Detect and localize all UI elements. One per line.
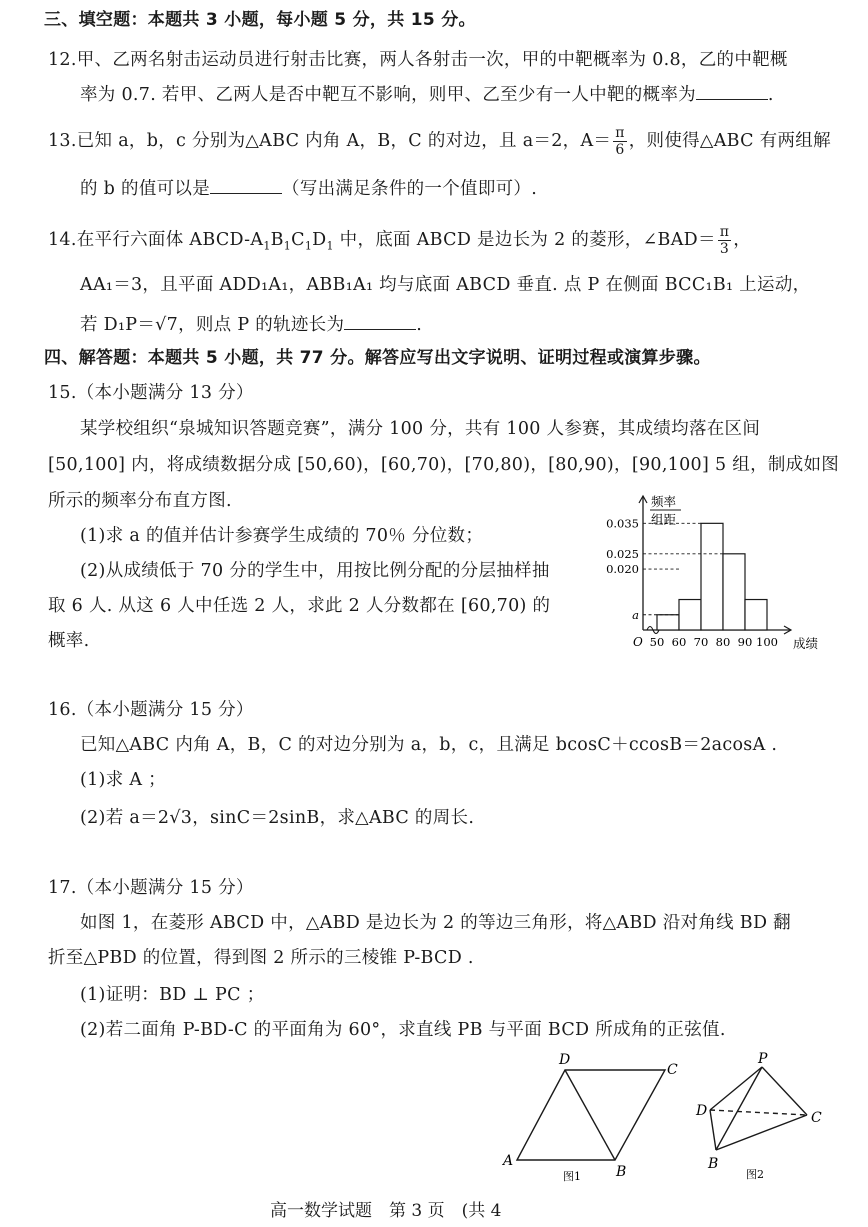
q12-line-2	[80, 83, 774, 107]
q13-text-d: （写出满足条件的一个值即可）.	[282, 179, 538, 199]
q15-sub-2c: 概率.	[48, 631, 90, 651]
q15-para-2: [50,100] 内，将成绩数据分成 [50,60)，[60,70)，[70,80)，[80,90)，[90,100] 5 组，制成如图	[48, 455, 840, 475]
q14-line-2: AA₁＝3，且平面 ADD₁A₁，ABB₁A₁ 均与底面 ABCD 垂直. 点 P 在侧面 BCC₁B₁ 上运动，	[80, 275, 811, 295]
q17-sub-2: (2)若二面角 P-BD-C 的平面角为 60°，求直线 PB 与平面 BCD 所成角的正弦值.	[80, 1020, 726, 1040]
q15-sub-2a: (2)从成绩低于 70 分的学生中，用按比例分配的分层抽样抽	[80, 561, 550, 581]
histogram-bar	[745, 600, 767, 630]
label-b: B	[708, 1156, 719, 1172]
q16-para-1: 已知△ABC 内角 A，B，C 的对边分别为 a，b，c，且满足 bcosC＋ccosB＝2acosA .	[80, 735, 778, 755]
y-axis-label-top: 频率	[651, 494, 677, 509]
q15-sub-1: (1)求 a 的值并估计参赛学生成绩的 70％ 分位数；	[80, 526, 484, 546]
q14-period: .	[416, 315, 423, 335]
fraction-numerator: π	[615, 125, 625, 141]
label-a: A	[503, 1153, 514, 1169]
q17-para-2: 折至△PBD 的位置，得到图 2 所示的三棱锥 P-BCD .	[48, 948, 474, 968]
edge-bc	[716, 1115, 807, 1150]
fraction-numerator: π	[719, 224, 730, 240]
q15-sub-2b: 取 6 人. 从这 6 人中任选 2 人，求此 2 人分数都在 [60,70) 的	[48, 596, 551, 616]
diagonal-bd	[565, 1070, 615, 1160]
answer-blank	[344, 315, 416, 330]
answer-blank	[696, 85, 768, 100]
histogram-bar	[701, 523, 723, 630]
y-tick-label: 0.035	[606, 516, 639, 531]
figure-1-rhombus	[495, 1050, 685, 1185]
origin-label: O	[633, 635, 643, 649]
x-tick-label: 90	[737, 635, 753, 649]
edge-pc	[762, 1067, 807, 1115]
x-tick-label: 100	[756, 635, 778, 649]
edge-pb	[716, 1067, 762, 1150]
q16-sub-1: (1)求 A ；	[80, 770, 166, 790]
label-d: D	[559, 1052, 571, 1068]
edge-dc-hidden	[710, 1110, 807, 1115]
fraction-denominator: 6	[615, 142, 625, 158]
q17-header: 17.（本小题满分 15 分）	[48, 878, 254, 898]
q12-line-2-text: 率为 0.7. 若甲、乙两人是否中靶互不影响，则甲、乙至少有一人中靶的概率为	[80, 85, 696, 105]
q14-text-c: ，	[733, 230, 752, 250]
y-tick-label: a	[632, 607, 639, 622]
fraction-denominator: 3	[719, 241, 730, 257]
y-tick-label: 0.025	[606, 546, 639, 561]
x-axis-label: 成绩	[793, 636, 819, 651]
answer-blank	[210, 179, 282, 194]
histogram-bar	[723, 554, 745, 630]
label-p: P	[758, 1051, 768, 1067]
x-tick-label: 70	[693, 635, 709, 649]
figure-2-tetrahedron	[690, 1050, 830, 1185]
q13-text-a: 13.已知 a，b，c 分别为△ABC 内角 A，B，C 的对边，且 a＝2，A＝	[48, 131, 612, 151]
label-b: B	[616, 1164, 627, 1180]
figure-1-caption: 图1	[563, 1170, 581, 1183]
q12-line-1: 12.甲、乙两名射击运动员进行射击比赛，两人各射击一次，甲的中靶概率为 0.8，乙的中靶概	[48, 50, 788, 70]
q14-text-a: 14.在平行六面体 ABCD-A	[48, 230, 264, 250]
edge-pd	[710, 1067, 762, 1110]
y-axis-label-bottom: 组距	[651, 512, 677, 527]
q15-header: 15.（本小题满分 13 分）	[48, 383, 254, 403]
q17-sub-1: (1)证明：BD ⊥ PC ；	[80, 985, 265, 1005]
figure-2-caption: 图2	[746, 1168, 764, 1181]
q14-line-1: 14.在平行六面体 ABCD-$A_1B_1C_1D_1$ 中，底面 ABCD 是边长为 2 的菱形，∠BAD＝ $\frac{\pi}{3}$ ，	[48, 224, 752, 257]
q13-line-2	[80, 177, 537, 201]
rhombus-outline	[517, 1070, 665, 1160]
histogram-bar	[657, 615, 679, 630]
q14-fraction	[718, 224, 732, 257]
frequency-histogram	[595, 488, 835, 660]
q13-line-1	[48, 125, 831, 158]
q17-para-1: 如图 1，在菱形 ABCD 中，△ABD 是边长为 2 的等边三角形，将△ABD 沿对角线 BD 翻	[80, 913, 791, 933]
histogram-bar	[679, 600, 701, 630]
q15-para-3: 所示的频率分布直方图.	[48, 491, 232, 511]
q14-text-d: 若 D₁P＝√7，则点 P 的轨迹长为	[80, 315, 345, 335]
q13-text-b: ，则使得△ABC 有两组解	[628, 131, 831, 151]
q15-para-1: 某学校组织“泉城知识答题竞赛”，满分 100 分，共有 100 人参赛，其成绩均落在区间	[80, 419, 761, 439]
q12-period: .	[767, 85, 774, 105]
x-tick-label: 60	[671, 635, 687, 649]
y-tick-label: 0.020	[606, 562, 639, 577]
q14-line-3	[80, 313, 422, 337]
section-4-title: 四、解答题：本题共 5 小题，共 77 分。解答应写出文字说明、证明过程或演算步骤。	[44, 348, 711, 368]
edge-db	[710, 1110, 716, 1150]
label-c: C	[667, 1062, 678, 1078]
q13-fraction	[613, 125, 627, 158]
q16-header: 16.（本小题满分 15 分）	[48, 700, 254, 720]
q14-text-b: 中，底面 ABCD 是边长为 2 的菱形，∠BAD＝	[339, 230, 716, 250]
q13-text-c: 的 b 的值可以是	[80, 179, 211, 199]
section-3-title: 三、填空题：本题共 3 小题，每小题 5 分，共 15 分。	[44, 10, 476, 30]
x-tick-label: 50	[649, 635, 665, 649]
label-c: C	[811, 1110, 822, 1126]
label-d: D	[696, 1103, 708, 1119]
x-tick-label: 80	[715, 635, 731, 649]
q16-sub-2: (2)若 a＝2√3，sinC＝2sinB，求△ABC 的周长.	[80, 808, 475, 828]
page-footer: 高一数学试题 第 3 页 (共 4	[270, 1201, 502, 1221]
